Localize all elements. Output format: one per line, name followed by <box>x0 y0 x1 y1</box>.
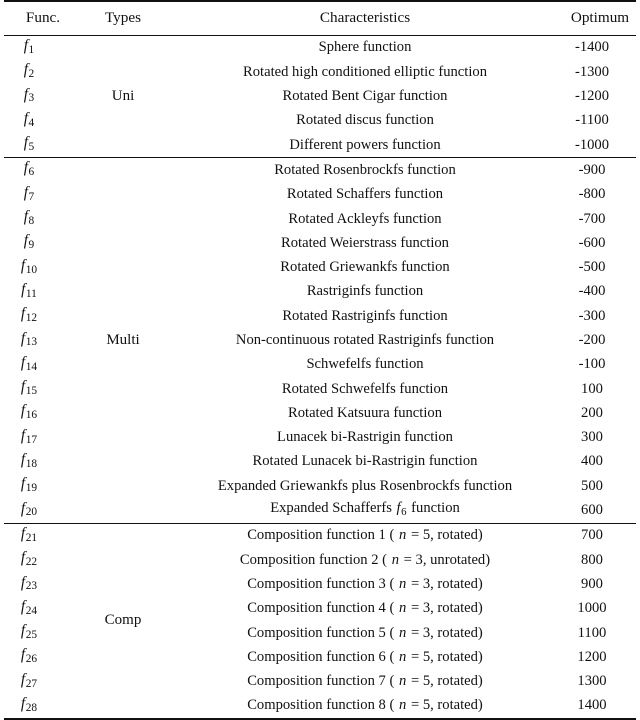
cell-optimum: 1100 <box>577 624 607 641</box>
cell-characteristics: Composition function 7 ( n = 5, rotated) <box>247 673 483 690</box>
cell-characteristics: Different powers function <box>289 136 441 153</box>
cell-characteristics: Composition function 8 ( n = 5, rotated) <box>247 697 483 714</box>
cell-optimum: 400 <box>581 453 603 470</box>
cell-optimum: -100 <box>578 356 606 373</box>
cell-type-multi: Multi <box>106 331 140 348</box>
cell-characteristics: Rotated discus function <box>296 112 434 129</box>
cell-characteristics: Rastriginfs function <box>306 283 424 300</box>
cell-function-symbol <box>4 158 80 182</box>
cell-function-symbol <box>4 183 80 207</box>
cell-optimum: 300 <box>581 429 603 446</box>
math-symbol: n <box>399 648 407 665</box>
cell-optimum: 600 <box>581 502 603 519</box>
cell-characteristics: Non-continuous rotated Rastriginfs function <box>235 331 495 348</box>
cell-optimum: 1000 <box>577 600 607 617</box>
math-symbol: f22 <box>20 549 38 569</box>
cell-optimum: -1000 <box>574 136 610 153</box>
column-header-optimum: Optimum <box>570 9 630 26</box>
math-symbol: f13 <box>20 329 38 349</box>
cell-function-symbol <box>4 133 80 158</box>
math-symbol: f4 <box>23 109 35 129</box>
cell-function-symbol <box>4 694 80 719</box>
math-symbol: f10 <box>20 256 38 276</box>
cell-optimum: 200 <box>581 404 603 421</box>
math-symbol: f20 <box>20 499 38 519</box>
cell-optimum: 1200 <box>577 648 607 665</box>
cell-characteristics: Sphere function <box>318 39 412 56</box>
cell-optimum: 1300 <box>577 673 607 690</box>
cell-characteristics: Composition function 2 ( n = 3, unrotated) <box>239 551 491 568</box>
math-symbol: f14 <box>20 353 38 373</box>
header-row <box>4 2 636 36</box>
cell-optimum: -800 <box>578 186 606 203</box>
cell-function-symbol <box>4 597 80 621</box>
cell-function-symbol <box>4 329 80 353</box>
math-symbol: f24 <box>20 597 38 617</box>
math-symbol: n <box>399 697 407 714</box>
math-symbol: f19 <box>20 475 38 495</box>
cell-characteristics: Rotated Bent Cigar function <box>282 88 448 105</box>
cell-optimum: 100 <box>581 380 603 397</box>
cell-function-symbol <box>4 645 80 669</box>
cell-optimum: -1300 <box>574 63 610 80</box>
cell-characteristics: Expanded Griewankfs plus Rosenbrockfs function <box>217 477 513 494</box>
cell-optimum: -1100 <box>575 112 609 129</box>
cell-optimum: 500 <box>581 477 603 494</box>
math-symbol: f8 <box>23 208 35 227</box>
cell-characteristics: Rotated high conditioned elliptic function <box>243 63 487 80</box>
cell-optimum: -1200 <box>574 88 610 105</box>
math-symbol: f5 <box>23 134 35 154</box>
cell-optimum: -600 <box>578 234 606 251</box>
cell-characteristics: Expanded Schafferfs f6 function <box>270 500 460 518</box>
cell-function-symbol <box>4 474 80 498</box>
column-header-characteristics: Characteristics <box>319 9 411 26</box>
cell-characteristics: Composition function 1 ( n = 5, rotated) <box>247 527 483 544</box>
cell-characteristics: Composition function 4 ( n = 3, rotated) <box>247 600 483 617</box>
cell-characteristics: Schwefelfs function <box>306 356 424 373</box>
math-symbol: f6 <box>396 500 407 518</box>
math-symbol: n <box>399 527 407 544</box>
cell-function-symbol <box>4 60 80 84</box>
cell-function-symbol <box>4 231 80 255</box>
table-row <box>4 36 636 60</box>
math-symbol: f2 <box>23 61 35 81</box>
column-header-func: Func. <box>25 9 61 26</box>
cell-function-symbol <box>4 109 80 133</box>
cell-function-symbol <box>4 426 80 450</box>
math-symbol: f9 <box>23 232 35 252</box>
cell-function-symbol <box>4 621 80 645</box>
cell-function-symbol <box>4 353 80 377</box>
cell-characteristics: Rotated Schaffers function <box>286 186 444 203</box>
cell-optimum: -1400 <box>574 39 610 56</box>
math-symbol: n <box>399 600 407 617</box>
cell-function-symbol <box>4 573 80 597</box>
cell-characteristics: Rotated Rosenbrockfs function <box>274 161 456 178</box>
cell-function-symbol <box>4 36 80 60</box>
table-row <box>4 158 636 182</box>
cell-optimum: -900 <box>578 161 606 178</box>
cell-characteristics: Rotated Katsuura function <box>287 404 442 421</box>
cell-type-uni: Uni <box>111 88 135 105</box>
cell-characteristics: Rotated Weierstrass function <box>281 234 449 251</box>
math-symbol: f26 <box>20 646 38 666</box>
cell-function-symbol <box>4 207 80 231</box>
cell-characteristics: Composition function 6 ( n = 5, rotated) <box>247 648 483 665</box>
table-body <box>4 36 636 720</box>
math-symbol: f17 <box>20 426 38 446</box>
cell-characteristics: Rotated Rastriginfs function <box>282 307 448 324</box>
cell-function-symbol <box>4 377 80 401</box>
math-symbol: n <box>391 551 399 568</box>
cell-optimum: -500 <box>578 259 606 276</box>
math-symbol: f15 <box>20 378 38 397</box>
cell-function-symbol <box>4 524 80 548</box>
cell-optimum: -200 <box>578 331 606 348</box>
cell-function-symbol <box>4 85 80 109</box>
math-symbol: n <box>399 624 407 641</box>
cell-characteristics: Rotated Ackleyfs function <box>288 210 442 227</box>
cell-optimum: 700 <box>581 527 603 544</box>
cell-function-symbol <box>4 499 80 524</box>
math-symbol: f16 <box>20 402 38 422</box>
math-symbol: f6 <box>23 159 35 179</box>
column-header-types: Types <box>104 9 142 26</box>
math-symbol: f3 <box>23 85 35 105</box>
math-symbol: f23 <box>20 573 38 593</box>
cell-optimum: -300 <box>578 307 606 324</box>
math-symbol: f18 <box>20 451 38 470</box>
cell-characteristics: Lunacek bi-Rastrigin function <box>277 429 453 446</box>
math-symbol: f27 <box>20 670 38 690</box>
cell-characteristics: Rotated Griewankfs function <box>280 259 450 276</box>
math-symbol: f25 <box>20 622 38 641</box>
math-symbol: f28 <box>20 695 38 714</box>
math-symbol: n <box>399 673 407 690</box>
math-symbol: f21 <box>20 524 38 544</box>
math-symbol: n <box>399 575 407 592</box>
cell-optimum: -700 <box>578 210 606 227</box>
cell-type-comp: Comp <box>104 612 142 629</box>
cell-optimum: 1400 <box>577 697 607 714</box>
cell-function-symbol <box>4 548 80 572</box>
cell-function-symbol <box>4 401 80 425</box>
math-symbol: f12 <box>20 305 38 325</box>
table-row <box>4 524 636 548</box>
cell-function-symbol <box>4 256 80 280</box>
math-symbol: f7 <box>23 183 35 203</box>
math-symbol: f1 <box>23 37 35 56</box>
cell-optimum: 800 <box>581 551 603 568</box>
benchmark-function-table <box>4 0 636 720</box>
cell-characteristics: Composition function 5 ( n = 3, rotated) <box>247 624 483 641</box>
cell-optimum: 900 <box>581 575 603 592</box>
cell-function-symbol <box>4 304 80 328</box>
cell-optimum: -400 <box>578 283 606 300</box>
cell-characteristics: Rotated Lunacek bi-Rastrigin function <box>252 453 478 470</box>
math-symbol: f11 <box>21 280 37 300</box>
cell-function-symbol <box>4 280 80 304</box>
cell-characteristics: Rotated Schwefelfs function <box>281 380 449 397</box>
cell-characteristics: Composition function 3 ( n = 3, rotated) <box>247 575 483 592</box>
cell-function-symbol <box>4 450 80 474</box>
table-header <box>4 1 636 36</box>
cell-function-symbol <box>4 670 80 694</box>
